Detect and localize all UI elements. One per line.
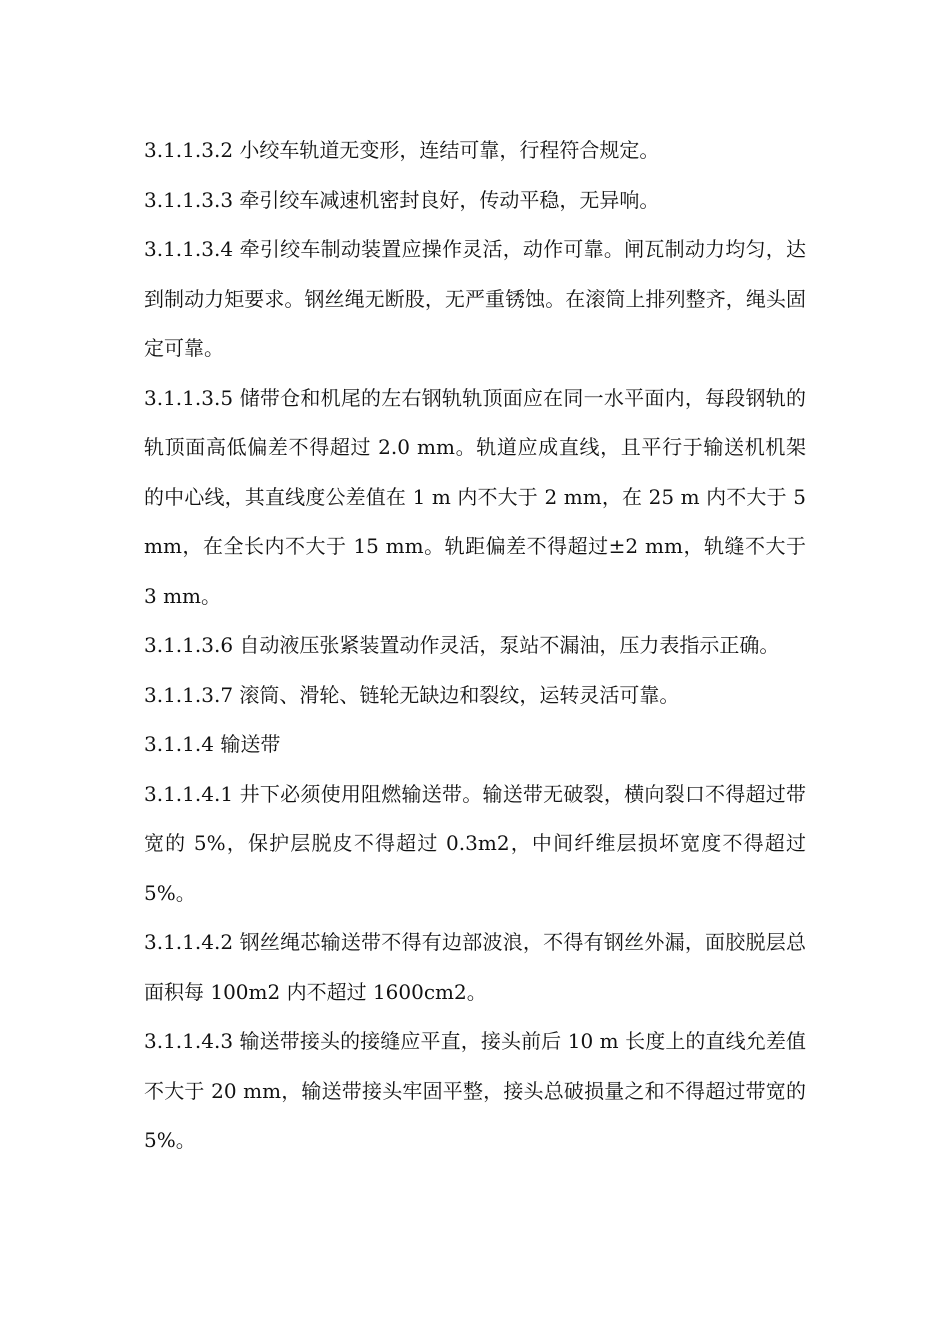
paragraph-3-1-1-3-3: 3.1.1.3.3 牵引绞车减速机密封良好，传动平稳，无异响。 [144, 187, 660, 212]
paragraph-3-1-1-3-4: 3.1.1.3.4 牵引绞车制动装置应操作灵活，动作可靠。闸瓦制动力均匀，达到制动力矩要求。钢丝绳无断股，无严重锈蚀。在滚筒上排列整齐，绳头固定可靠。 [144, 237, 806, 360]
section-heading-3-1-1-4: 3.1.1.4 输送带 [144, 732, 281, 756]
paragraph-3-1-1-4-1: 3.1.1.4.1 井下必须使用阻燃输送带。输送带无破裂，横向裂口不得超过带宽的 5%，保护层脱皮不得超过 0.3m2，中间纤维层损坏宽度不得超过 5%。 [144, 781, 806, 905]
paragraph-3-1-1-4-2: 3.1.1.4.2 钢丝绳芯输送带不得有边部波浪，不得有钢丝外漏，面胶脱层总面积每 100m2 内不超过 1600cm2。 [144, 930, 806, 1004]
paragraph-3-1-1-3-5: 3.1.1.3.5 储带仓和机尾的左右钢轨轨顶面应在同一水平面内，每段钢轨的轨顶面高低偏差不得超过 2.0 mm。轨道应成直线，且平行于输送机机架的中心线，其直线度公差值在 1 m 内不大于 2 mm，在 25 m 内不大于 5 mm，在全长内不大于 15 mm。轨距偏差不得超过±2 mm，轨缝不大于 3 mm。 [144, 385, 806, 608]
paragraph-3-1-1-3-6: 3.1.1.3.6 自动液压张紧装置动作灵活，泵站不漏油，压力表指示正确。 [144, 633, 780, 657]
paragraph-3-1-1-4-3: 3.1.1.4.3 输送带接头的接缝应平直，接头前后 10 m 长度上的直线允差值不大于 20 mm，输送带接头牢固平整，接头总破损量之和不得超过带宽的 5%。 [144, 1029, 806, 1152]
paragraph-3-1-1-3-2: 3.1.1.3.2 小绞车轨道无变形，连结可靠，行程符合规定。 [144, 138, 660, 162]
document-body [144, 126, 806, 1166]
paragraph-3-1-1-3-7: 3.1.1.3.7 滚筒、滑轮、链轮无缺边和裂纹，运转灵活可靠。 [144, 682, 680, 707]
